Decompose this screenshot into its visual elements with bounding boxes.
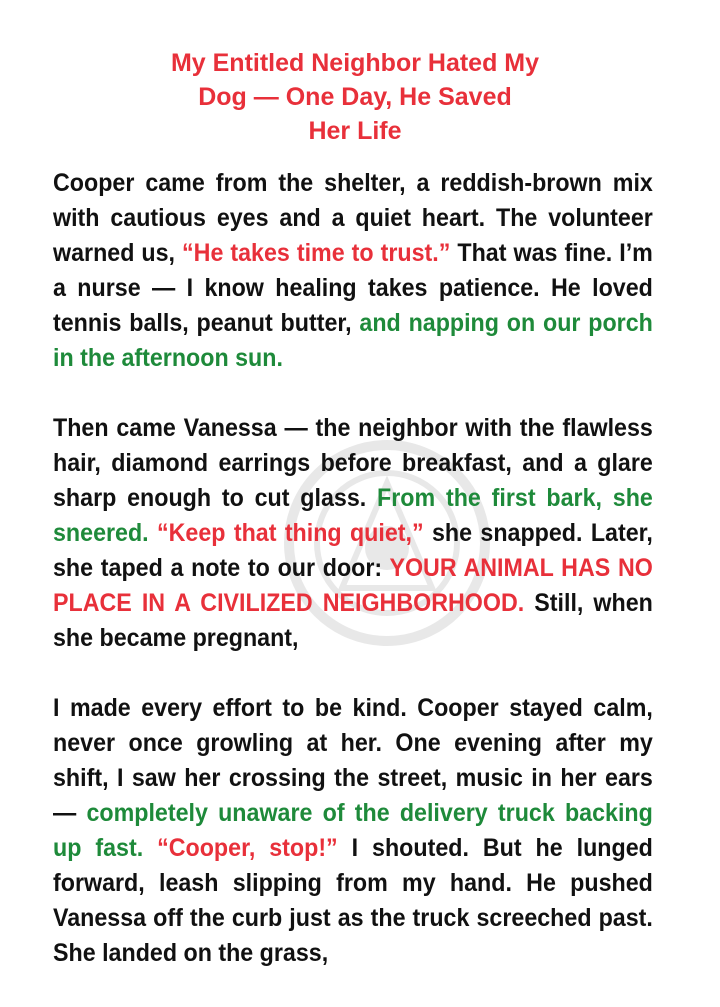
highlight-segment: From the first bark, she sneered.	[53, 484, 653, 547]
text-segment: I shouted. But he lunged forward, leash slipping from my hand. He pushed Vanessa off the curb just as the truck screeched past. She landed on the grass,	[53, 834, 653, 967]
highlight-segment: and napping on our porch in the afternoon sun.	[53, 309, 653, 372]
text-segment: she snapped. Later, she taped a note to our door:	[53, 519, 653, 582]
article-body	[53, 166, 653, 1006]
text-segment: That was fine. I’m a nurse — I know healing takes patience. He loved tennis balls, peanut butter,	[53, 239, 653, 337]
text-segment: Cooper came from the shelter, a reddish-brown mix with cautious eyes and a quiet heart. The volunteer warned us,	[53, 169, 653, 267]
text-segment: I made every effort to be kind. Cooper stayed calm, never once growling at her. One evening after my shift, I saw her crossing the street, music in her ears —	[53, 694, 653, 827]
text-segment: Still, when she became pregnant,	[53, 589, 653, 652]
highlight-segment: completely unaware of the delivery truck backing up fast.	[53, 799, 653, 862]
paragraph	[53, 691, 653, 971]
paragraph	[53, 166, 653, 376]
article-title	[0, 46, 710, 148]
title-line: Her Life	[308, 117, 402, 145]
paragraph	[53, 411, 653, 656]
text-segment: Then came Vanessa — the neighbor with the flawless hair, diamond earrings before breakfast, and a glare sharp enough to cut glass.	[53, 414, 653, 512]
quote-segment: “Cooper, stop!”	[143, 834, 338, 862]
title-line: My Entitled Neighbor Hated My	[170, 49, 540, 77]
title-line: Dog — One Day, He Saved	[198, 83, 512, 111]
quote-segment: “He takes time to trust.”	[182, 239, 451, 267]
quote-segment: “Keep that thing quiet,”	[148, 519, 424, 547]
note-segment: YOUR ANIMAL HAS NO PLACE IN A CIVILIZED NEIGHBORHOOD.	[53, 554, 653, 617]
